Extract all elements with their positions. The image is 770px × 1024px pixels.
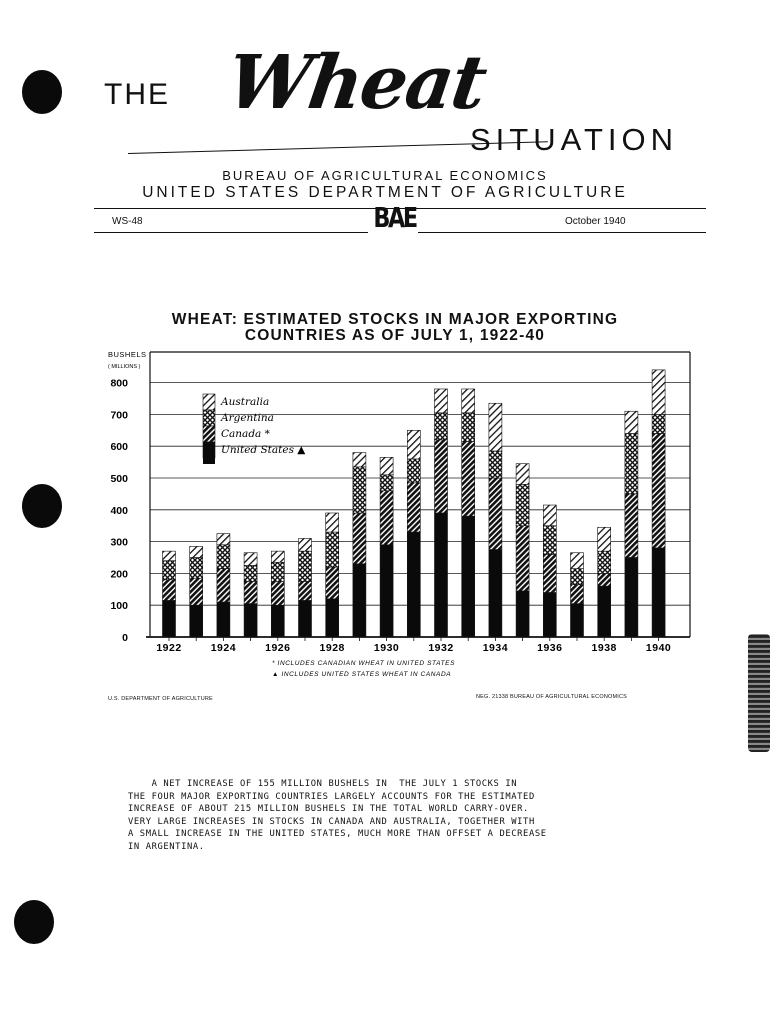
x-tick-label: 1930 <box>373 642 400 654</box>
bar-united-states-1939 <box>625 558 638 638</box>
chart-title-line2: COUNTRIES AS OF JULY 1, 1922-40 <box>244 327 546 344</box>
bar-canada-1937 <box>571 585 584 604</box>
paragraph-line: VERY LARGE INCREASES IN STOCKS IN CANADA AND AUSTRALIA, TOGETHER WITH <box>128 816 535 827</box>
bae-logo: BAE <box>373 201 416 234</box>
bar-canada-1939 <box>625 494 638 558</box>
bar-united-states-1927 <box>299 600 312 637</box>
bar-canada-1940 <box>652 433 665 547</box>
chart-title-line1: WHEAT: ESTIMATED STOCKS IN MAJOR EXPORTING <box>171 311 619 328</box>
bar-canada-1938 <box>598 573 611 586</box>
bar-australia-1936 <box>543 505 556 526</box>
bar-canada-1933 <box>462 441 475 516</box>
y-tick-label: 500 <box>110 473 128 485</box>
y-tick-label: 200 <box>110 568 128 581</box>
legend-label-argentina: Argentina <box>221 412 274 424</box>
paragraph-line: A SMALL INCREASE IN THE UNITED STATES, MUCH MORE THAN OFFSET A DECREASE <box>128 829 547 839</box>
bar-argentina-1933 <box>462 413 475 442</box>
bar-canada-1929 <box>353 513 366 564</box>
x-tick-label: 1938 <box>591 642 617 654</box>
legend-label-canada: Canada * <box>221 428 270 440</box>
bar-united-states-1931 <box>407 532 420 637</box>
bar-united-states-1923 <box>190 605 203 637</box>
bar-united-states-1925 <box>244 604 257 637</box>
legend-label-united-states: United States ▲ <box>221 444 306 456</box>
x-tick-label: 1922 <box>156 642 182 654</box>
masthead-bureau: BUREAU OF AGRICULTURAL ECONOMICS <box>222 168 548 183</box>
bar-united-states-1928 <box>326 599 339 637</box>
bar-united-states-1936 <box>543 592 556 637</box>
bar-australia-1928 <box>326 513 339 532</box>
bar-united-states-1933 <box>462 516 475 637</box>
legend-swatch-united-states <box>203 442 215 458</box>
bar-canada-1926 <box>271 581 284 605</box>
bar-canada-1927 <box>299 581 312 600</box>
bar-australia-1931 <box>407 430 420 459</box>
bar-argentina-1922 <box>163 561 176 580</box>
masthead-the: THE <box>104 78 170 111</box>
bar-canada-1934 <box>489 478 502 550</box>
footer-left: U.S. DEPARTMENT OF AGRICULTURE <box>108 696 213 702</box>
x-tick-label: 1936 <box>537 642 563 654</box>
bar-canada-1936 <box>543 554 556 592</box>
bar-canada-1923 <box>190 578 203 605</box>
bar-canada-1925 <box>244 581 257 603</box>
masthead-department: UNITED STATES DEPARTMENT OF AGRICULTURE <box>142 184 628 201</box>
bar-australia-1930 <box>380 457 393 474</box>
bar-united-states-1929 <box>353 564 366 637</box>
bar-australia-1925 <box>244 553 257 566</box>
bar-canada-1928 <box>326 567 339 599</box>
y-tick-label: 100 <box>110 600 128 613</box>
footer-right: NEG. 21338 BUREAU OF AGRICULTURAL ECONOMICS <box>476 694 628 700</box>
bar-united-states-1938 <box>598 586 611 637</box>
bar-australia-1933 <box>462 389 475 413</box>
bar-australia-1934 <box>489 403 502 451</box>
bar-argentina-1928 <box>326 532 339 567</box>
bar-argentina-1923 <box>190 558 203 579</box>
y-tick-label: 300 <box>110 536 128 549</box>
y-axis-label-line1: BUSHELS <box>108 350 147 359</box>
bar-canada-1930 <box>380 491 393 545</box>
paragraph-line: INCREASE OF ABOUT 215 MILLION BUSHELS IN THE TOTAL WORLD CARRY-OVER. <box>128 804 529 814</box>
bar-canada-1932 <box>435 440 448 513</box>
issue-date: October 1940 <box>565 216 626 227</box>
legend-label-australia: Australia <box>221 396 270 408</box>
bar-united-states-1924 <box>217 602 230 637</box>
bar-canada-1935 <box>516 526 529 591</box>
bar-united-states-1934 <box>489 550 502 637</box>
x-tick-label: 1934 <box>482 642 509 654</box>
legend-swatch-canada <box>203 426 215 442</box>
bar-canada-1924 <box>217 569 230 602</box>
bar-united-states-1937 <box>571 604 584 637</box>
bar-argentina-1924 <box>217 545 230 569</box>
masthead-wheat-logo: Wheat <box>221 40 491 126</box>
legend-swatch-base <box>203 458 215 464</box>
bar-united-states-1932 <box>435 513 448 637</box>
bar-argentina-1934 <box>489 451 502 478</box>
summary-paragraph <box>128 778 688 853</box>
x-tick-label: 1926 <box>265 642 291 654</box>
bar-argentina-1927 <box>299 551 312 581</box>
footnote-us: ▲ INCLUDES UNITED STATES WHEAT IN CANADA <box>272 671 452 678</box>
bar-australia-1940 <box>652 370 665 415</box>
bar-argentina-1931 <box>407 459 420 483</box>
bar-argentina-1935 <box>516 484 529 525</box>
y-tick-label: 400 <box>110 504 128 517</box>
bar-united-states-1922 <box>163 600 176 637</box>
paragraph-line: IN ARGENTINA. <box>128 841 205 852</box>
footnote-canada: * INCLUDES CANADIAN WHEAT IN UNITED STATES <box>272 660 456 667</box>
bar-australia-1927 <box>299 538 312 551</box>
issue-code: WS-48 <box>112 216 143 227</box>
bar-australia-1937 <box>571 553 584 569</box>
x-tick-label: 1924 <box>210 642 237 654</box>
paragraph-line: A NET INCREASE OF 155 MILLION BUSHELS IN THE JULY 1 STOCKS IN <box>128 779 518 789</box>
bar-argentina-1930 <box>380 475 393 491</box>
bar-argentina-1936 <box>543 526 556 555</box>
bar-argentina-1937 <box>571 569 584 585</box>
bar-united-states-1940 <box>652 548 665 637</box>
masthead-situation: SITUATION <box>470 122 679 157</box>
x-tick-label: 1940 <box>645 642 672 654</box>
bar-argentina-1932 <box>435 413 448 440</box>
y-tick-label: 700 <box>110 409 128 422</box>
bar-argentina-1929 <box>353 467 366 513</box>
bar-canada-1922 <box>163 580 176 601</box>
bar-australia-1922 <box>163 551 176 561</box>
x-tick-label: 1932 <box>428 642 454 654</box>
legend-swatch-australia <box>203 394 215 410</box>
bar-australia-1935 <box>516 464 529 485</box>
bar-australia-1924 <box>217 534 230 545</box>
bar-argentina-1925 <box>244 565 257 581</box>
y-tick-label: 800 <box>110 377 128 390</box>
bar-australia-1932 <box>435 389 448 413</box>
bar-australia-1923 <box>190 546 203 557</box>
bar-australia-1929 <box>353 453 366 467</box>
legend-swatch-argentina <box>203 410 215 426</box>
x-tick-label: 1928 <box>319 642 345 654</box>
bar-argentina-1926 <box>271 562 284 581</box>
paragraph-line: THE FOUR MAJOR EXPORTING COUNTRIES LARGELY ACCOUNTS FOR THE ESTIMATED <box>128 791 535 802</box>
bar-canada-1931 <box>407 483 420 532</box>
bar-argentina-1939 <box>625 433 638 493</box>
bar-australia-1926 <box>271 551 284 562</box>
bar-australia-1939 <box>625 411 638 433</box>
bar-united-states-1930 <box>380 545 393 637</box>
bar-argentina-1940 <box>652 414 665 433</box>
bar-united-states-1935 <box>516 591 529 637</box>
bar-argentina-1938 <box>598 551 611 573</box>
y-tick-label: 0 <box>122 632 128 644</box>
bar-united-states-1926 <box>271 605 284 637</box>
y-axis-label-line2: ( MILLIONS ) <box>108 364 141 370</box>
y-tick-label: 600 <box>110 441 128 454</box>
bar-australia-1938 <box>598 527 611 551</box>
